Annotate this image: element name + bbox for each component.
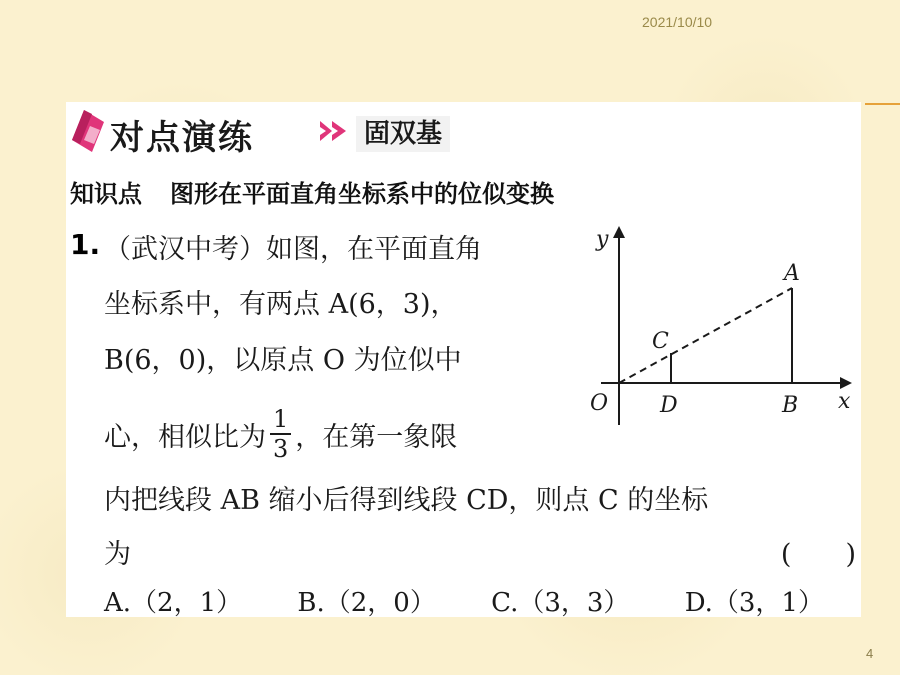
answer-options [104,582,824,619]
question-line-1: （武汉中考）如图，在平面直角 [104,234,482,265]
double-chevron-icon [318,119,352,143]
x-axis-label: x [838,389,851,414]
content-card [66,102,861,617]
origin-label: O [590,391,609,416]
similarity-ratio-fraction [270,405,291,463]
option-b[interactable]: B.（2，0） [297,588,436,618]
point-d-label: D [660,393,678,418]
line4-before: 心，相似比为 [104,421,266,453]
banner-subtitle: 固双基 [356,116,450,152]
question-line-2: 坐标系中，有两点 A(6，3)， [104,289,458,320]
answer-bracket: ( ) [780,539,856,570]
dashed-line-OA [619,288,792,383]
y-axis-label: y [596,227,609,252]
line6-text: 为 [104,539,131,570]
section-label: 知识点 [70,180,142,208]
coordinate-figure [556,220,861,430]
point-b-label: B [782,393,799,418]
section-topic: 图形在平面直角坐标系中的位似变换 [170,180,554,208]
banner-ribbon-icon [70,108,106,154]
question-line-4 [104,405,457,463]
banner-title: 对点演练 [110,118,254,158]
section-heading [70,174,582,209]
y-axis-arrow [613,226,625,238]
option-a[interactable]: A.（2，1） [104,588,243,618]
option-d[interactable]: D.（3，1） [684,588,824,618]
question-line-3: B(6，0)，以原点 O 为位似中 [104,345,462,376]
line4-after: ，在第一象限 [295,421,458,453]
fraction-numerator: 1 [270,405,291,435]
page-number: 4 [866,646,874,661]
banner [66,102,456,158]
question-number: 1. [70,228,101,261]
fraction-denominator: 3 [273,435,289,463]
x-axis-arrow [840,377,852,389]
question-line-6 [104,532,864,571]
question-line-5: 内把线段 AB 缩小后得到线段 CD，则点 C 的坐标 [104,485,709,516]
accent-line [865,103,900,105]
option-c[interactable]: C.（3，3） [491,588,630,618]
point-a-label: A [784,261,800,286]
slide-date: 2021/10/10 [642,14,713,30]
point-c-label: C [652,329,669,354]
